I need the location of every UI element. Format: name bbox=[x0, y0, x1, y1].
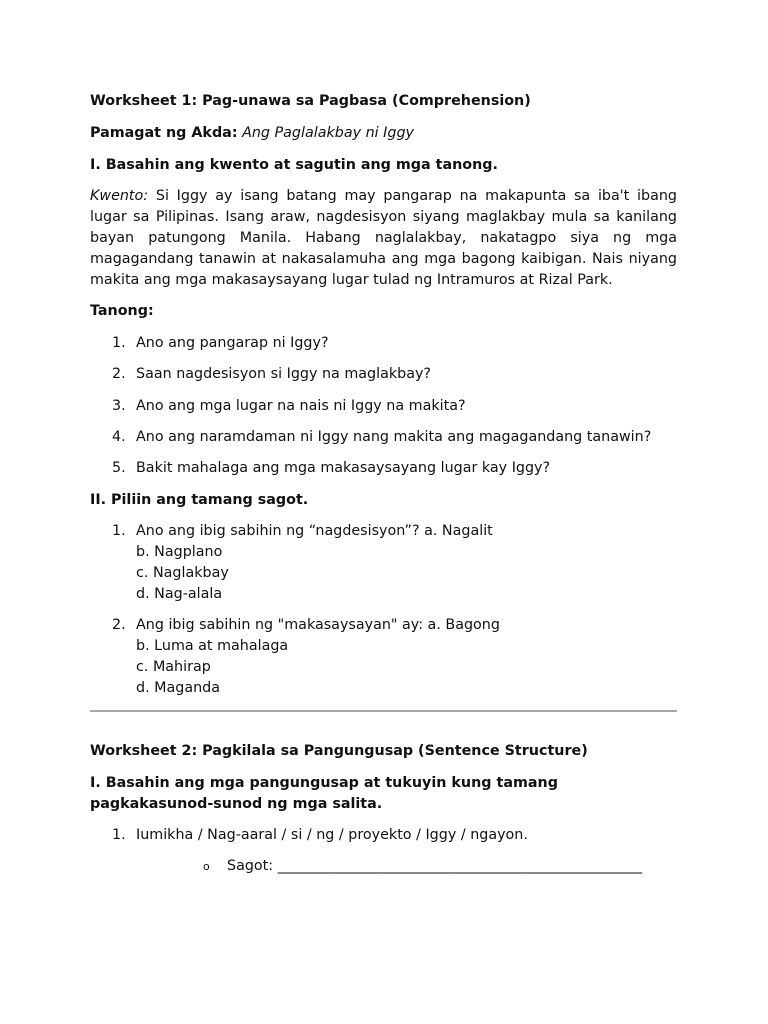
mc-choice: b. Luma at mahalaga bbox=[136, 637, 289, 654]
question-text: Saan nagdesisyon si Iggy na maglakbay? bbox=[136, 366, 432, 383]
question-item bbox=[90, 427, 677, 448]
worksheet-page bbox=[90, 91, 677, 887]
question-number: 5. bbox=[112, 460, 126, 477]
akda-line bbox=[90, 123, 677, 144]
section-heading-1: I. Basahin ang kwento at sagutin ang mga tanong. bbox=[90, 156, 498, 173]
section-heading-2: II. Piliin ang tamang sagot. bbox=[90, 491, 309, 508]
question-item bbox=[90, 458, 677, 479]
mc-number: 1. bbox=[112, 523, 126, 540]
sentence-item bbox=[90, 825, 677, 877]
sentence-text: Iumikha / Nag-aaral / si / ng / proyekto / Iggy / ngayon. bbox=[136, 826, 528, 843]
mc-question: Ang ibig sabihin ng "makasaysayan" ay: a. Bagong bbox=[136, 617, 500, 634]
mc-choice: c. Mahirap bbox=[136, 658, 211, 675]
question-text: Bakit mahalaga ang mga makasaysayang lugar kay Iggy? bbox=[136, 460, 551, 477]
answer-line bbox=[136, 856, 677, 877]
sentence-list bbox=[90, 825, 677, 877]
akda-label: Pamagat ng Akda: bbox=[90, 124, 238, 141]
kwento-paragraph bbox=[90, 186, 677, 290]
kwento-label: Kwento: bbox=[90, 188, 149, 205]
mc-question: Ano ang ibig sabihin ng “nagdesisyon”? a. Nagalit bbox=[136, 523, 493, 540]
question-list bbox=[90, 333, 677, 479]
worksheet2-section-heading: I. Basahin ang mga pangungusap at tukuyin kung tamang pagkakasunod-sunod ng mga salita. bbox=[90, 775, 558, 812]
mc-choice: b. Nagplano bbox=[136, 544, 223, 561]
multiple-choice-list bbox=[90, 521, 677, 698]
akda-title: Ang Paglalakbay ni Iggy bbox=[242, 124, 415, 141]
question-item bbox=[90, 333, 677, 354]
question-number: 2. bbox=[112, 366, 126, 383]
question-item bbox=[90, 396, 677, 417]
question-number: 3. bbox=[112, 397, 126, 414]
question-number: 1. bbox=[112, 335, 126, 352]
mc-choice: d. Maganda bbox=[136, 679, 220, 696]
question-number: 4. bbox=[112, 429, 126, 446]
sentence-number: 1. bbox=[112, 826, 126, 843]
mc-item bbox=[90, 521, 677, 604]
mc-item bbox=[90, 615, 677, 698]
mc-choice: d. Nag-alala bbox=[136, 585, 223, 602]
question-text: Ano ang mga lugar na nais ni Iggy na makita? bbox=[136, 397, 466, 414]
kwento-text: Si Iggy ay isang batang may pangarap na makapunta sa iba't ibang lugar sa Pilipinas. Isang araw, nagdesisyon siyang maglakbay mula sa kanilang bayan patungong Manila. Habang naglalakbay, nakatagpo siya ng mga magagandang tanawin at nakasalamuha ang mga bagong kaibigan. Nais niyang makita ang mga makasaysayang lugar tulad ng Intramuros at Rizal Park. bbox=[90, 188, 677, 288]
mc-number: 2. bbox=[112, 617, 126, 634]
mc-choice: c. Naglakbay bbox=[136, 565, 229, 582]
question-text: Ano ang naramdaman ni Iggy nang makita ang magagandang tanawin? bbox=[136, 429, 652, 446]
section-divider bbox=[90, 710, 677, 712]
answer-label: Sagot: ___________________________________________________ bbox=[227, 857, 643, 874]
tanong-heading: Tanong: bbox=[90, 303, 154, 320]
question-item bbox=[90, 364, 677, 385]
worksheet1-title: Worksheet 1: Pag-unawa sa Pagbasa (Comprehension) bbox=[90, 93, 531, 109]
question-text: Ano ang pangarap ni Iggy? bbox=[136, 335, 329, 352]
worksheet2-title: Worksheet 2: Pagkilala sa Pangungusap (Sentence Structure) bbox=[90, 743, 588, 760]
answer-bullet: o bbox=[203, 859, 210, 873]
